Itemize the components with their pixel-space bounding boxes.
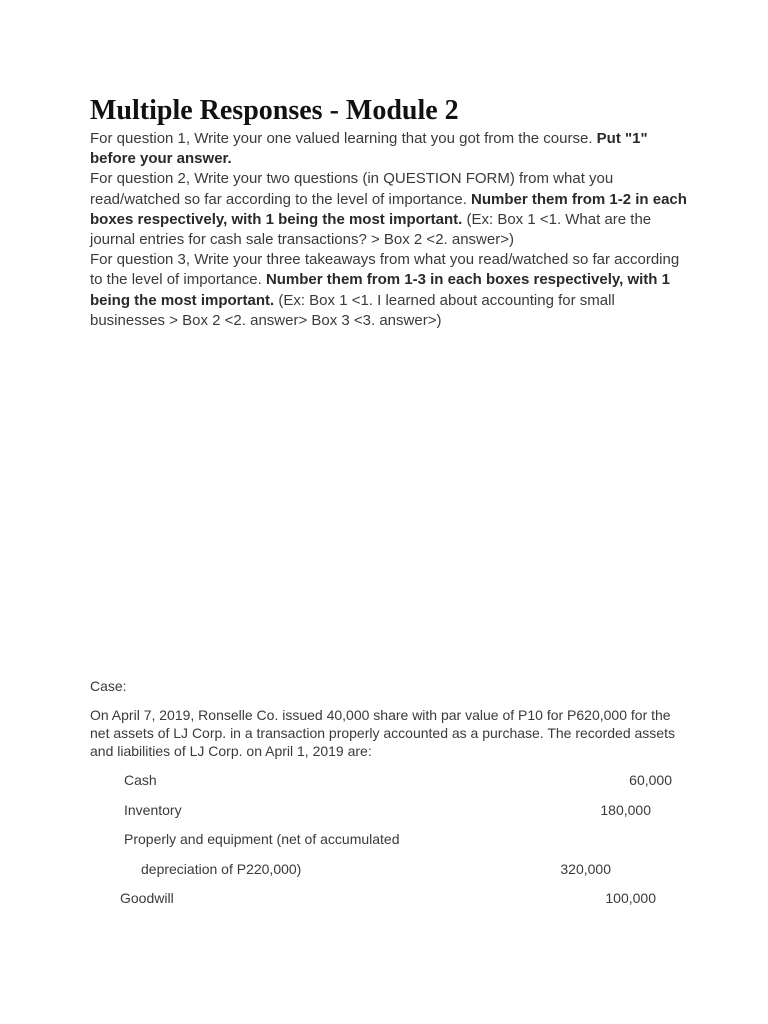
question-3-emphasis: Number them from 1-3 in each boxes respectively, with 1 being the most important. [90, 271, 670, 309]
question-3-instruction [90, 250, 690, 331]
item-goodwill-label: Goodwill [120, 890, 174, 906]
case-label: Case: [90, 678, 127, 694]
question-3-text: For question 3, Write your three takeaways from what you read/watched so far according to the level of importance. [90, 251, 680, 289]
question-2-emphasis: Number them from 1-2 in each boxes respectively, with 1 being the most important. [90, 190, 687, 228]
item-inventory-label: Inventory [124, 802, 182, 818]
question-2-text: For question 2, Write your two questions (in QUESTION FORM) from what you read/watched so far according to the level of importance. [90, 170, 614, 208]
item-cash-label: Cash [124, 772, 157, 788]
instructions [90, 129, 690, 331]
question-2-example: (Ex: Box 1 <1. What are the journal entries for cash sale transactions? > Box 2 <2. answer>) [90, 210, 652, 249]
item-cash-amount: 60,000 [629, 772, 672, 788]
item-depreciation-label: depreciation of P220,000) [141, 861, 302, 877]
question-1-instruction [90, 129, 690, 169]
item-inventory-amount: 180,000 [600, 802, 651, 818]
case-description: On April 7, 2019, Ronselle Co. issued 40,000 share with par value of P10 for P620,000 for the net assets of LJ Corp. in a transaction properly accounted as a purchase. The recorded assets and liabilities of LJ Corp. on April 1, 2019 are: [90, 707, 675, 759]
item-property-label: Properly and equipment (net of accumulated [124, 831, 400, 847]
question-3-example: (Ex: Box 1 <1. I learned about accounting for small businesses > Box 2 <2. answer> Box 3 <3. answer>) [90, 291, 615, 329]
question-2-instruction [90, 169, 690, 250]
item-property-amount: 320,000 [560, 861, 611, 877]
page-title: Multiple Responses - Module 2 [90, 95, 459, 126]
question-1-emphasis: Put "1" before your answer. [90, 130, 648, 168]
question-1-text: For question 1, Write your one valued learning that you got from the course. [90, 130, 597, 147]
item-goodwill-amount: 100,000 [605, 890, 656, 906]
